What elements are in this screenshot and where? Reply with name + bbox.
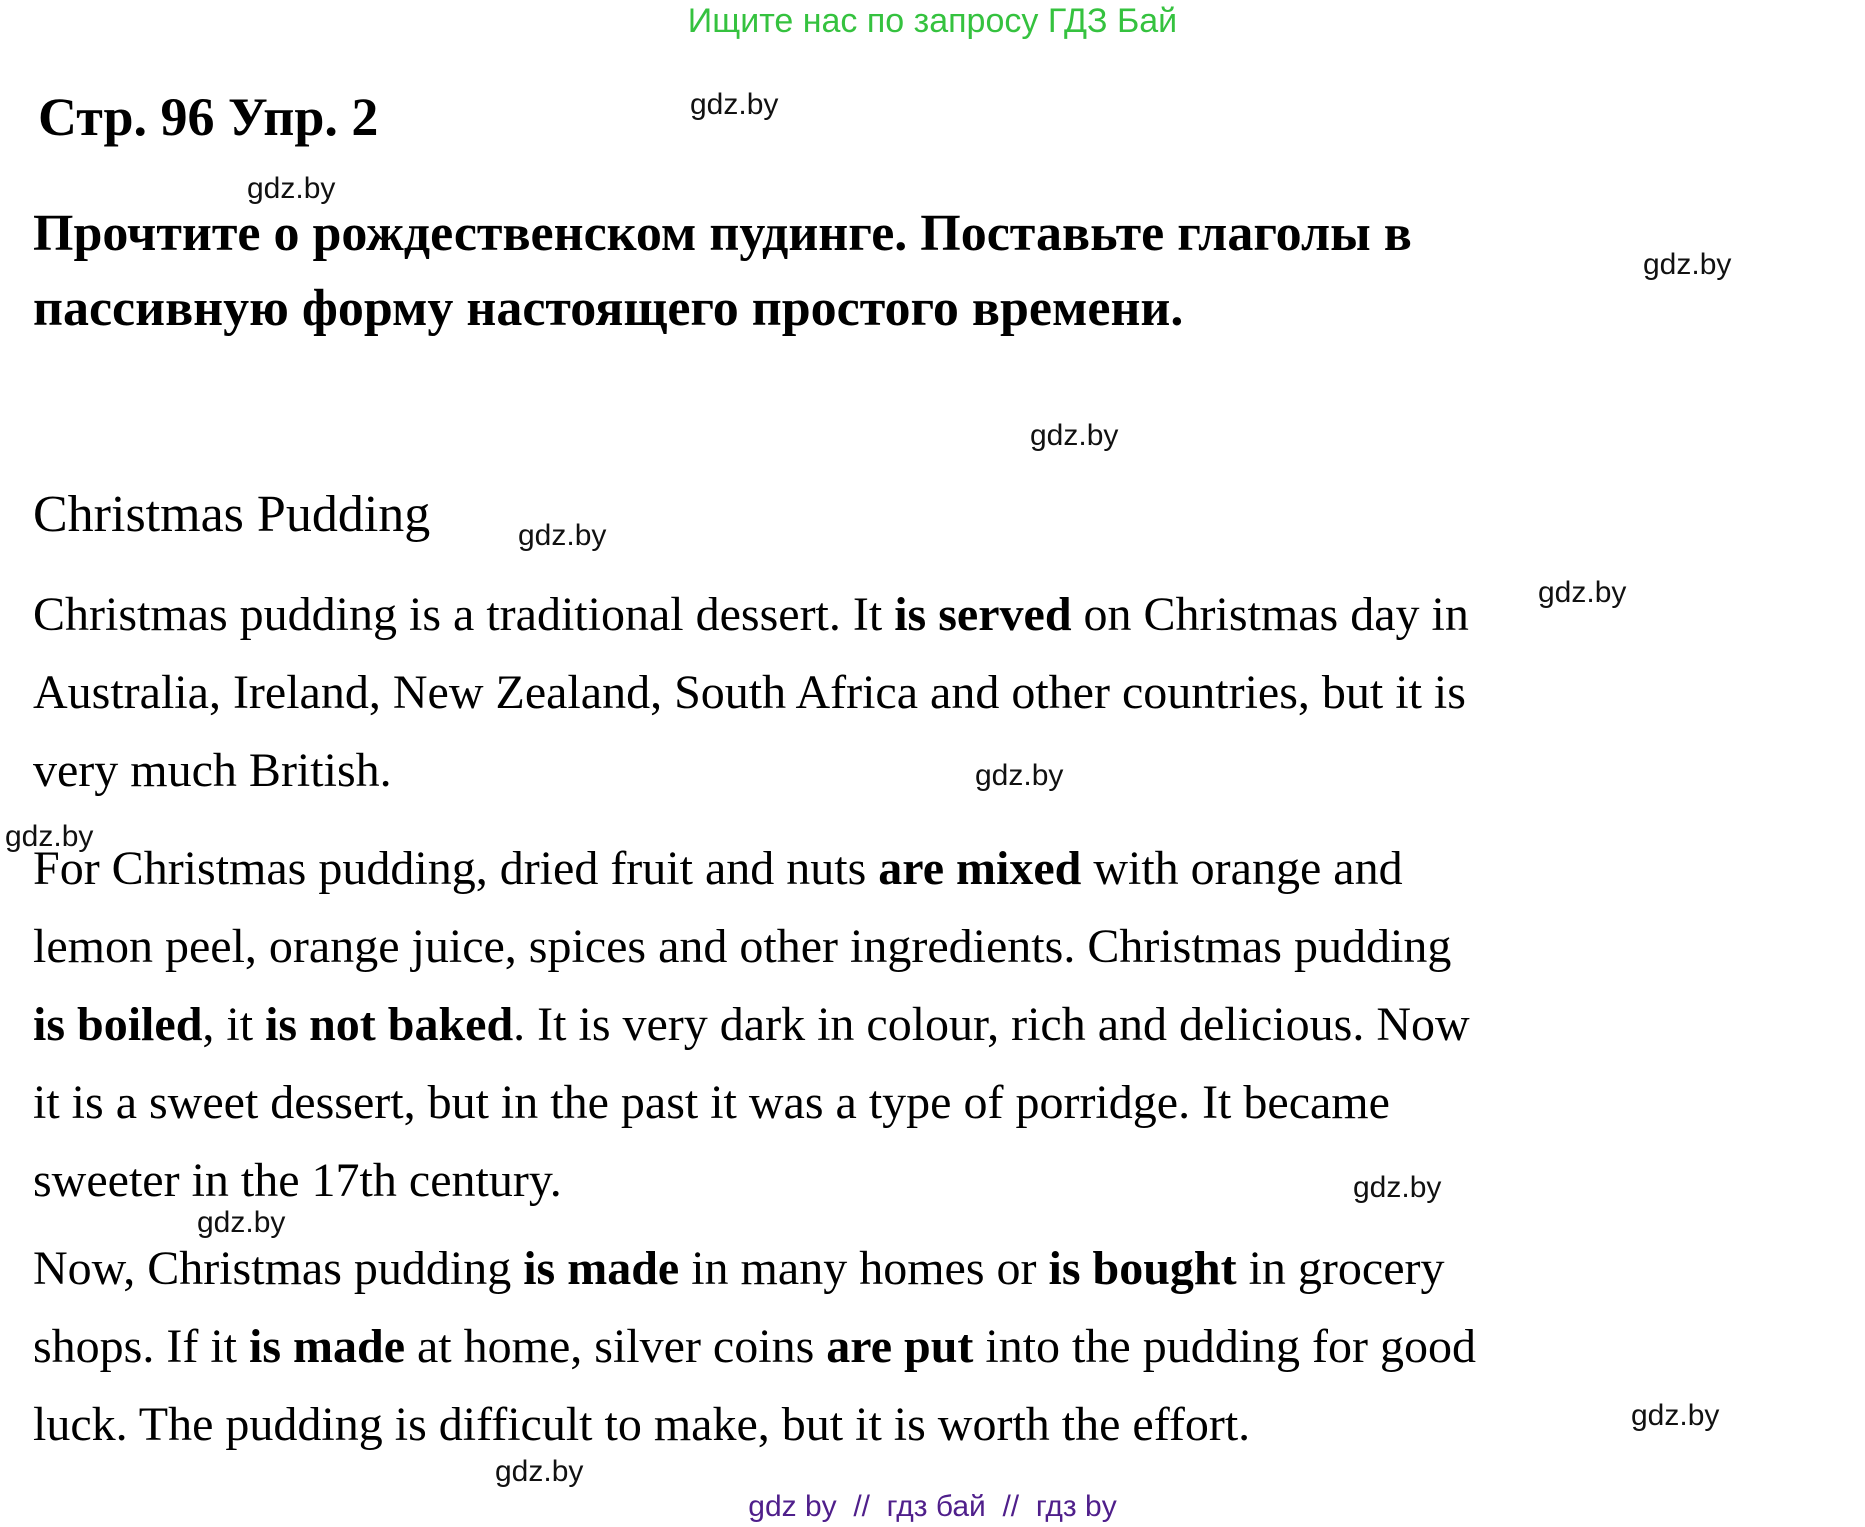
bold-verb-phrase: is made xyxy=(249,1320,405,1373)
bold-verb-phrase: are put xyxy=(826,1320,974,1373)
gdz-watermark: gdz.by xyxy=(197,1206,286,1239)
article-paragraph xyxy=(33,576,1469,810)
text-line xyxy=(33,196,1412,271)
gdz-watermark: gdz.by xyxy=(5,820,94,853)
text-run: luck. The pudding is difficult to make, but it is worth the effort. xyxy=(33,1398,1251,1451)
text-line xyxy=(33,830,1470,908)
text-run: in grocery xyxy=(1236,1242,1445,1295)
article-paragraph xyxy=(33,830,1470,1220)
text-line xyxy=(33,1308,1476,1386)
article-title: Christmas Pudding xyxy=(33,486,431,543)
text-run: Australia, Ireland, New Zealand, South Africa and other countries, but it is xyxy=(33,666,1466,719)
text-line xyxy=(33,732,1469,810)
bold-verb-phrase: are mixed xyxy=(878,842,1082,895)
task-instruction xyxy=(33,196,1412,346)
text-run: with orange and xyxy=(1081,842,1403,895)
text-run: at home, silver coins xyxy=(405,1320,827,1373)
gdz-watermark: gdz.by xyxy=(1631,1399,1720,1432)
text-run: sweeter in the 17th century. xyxy=(33,1154,562,1207)
gdz-watermark: gdz.by xyxy=(690,88,779,121)
text-run: пассивную форму настоящего простого времени. xyxy=(33,280,1184,337)
text-run: For Christmas pudding, dried fruit and nuts xyxy=(33,842,879,895)
text-run: Christmas pudding is a traditional dessert. It xyxy=(33,588,895,641)
page-exercise-heading: Стр. 96 Упр. 2 xyxy=(38,87,379,147)
text-run: lemon peel, orange juice, spices and other ingredients. Christmas pudding xyxy=(33,920,1452,973)
text-line xyxy=(33,908,1470,986)
text-run: Прочтите о рождественском пудинге. Поставьте глаголы в xyxy=(33,205,1412,262)
gdz-watermark: gdz.by xyxy=(975,759,1064,792)
gdz-watermark: gdz.by xyxy=(247,172,336,205)
gdz-watermark: gdz.by xyxy=(1353,1171,1442,1204)
gdz-watermark: gdz.by xyxy=(518,519,607,552)
bold-verb-phrase: is made xyxy=(523,1242,680,1295)
gdz-watermark: gdz.by xyxy=(495,1455,584,1488)
text-run: . It is very dark in colour, rich and delicious. Now xyxy=(513,998,1470,1051)
text-run: , it xyxy=(202,998,266,1051)
text-run: shops. If it xyxy=(33,1320,249,1373)
text-run: Now, Christmas pudding xyxy=(33,1242,524,1295)
bold-verb-phrase: is served xyxy=(894,588,1072,641)
gdz-watermark: gdz.by xyxy=(1643,248,1732,281)
text-line xyxy=(33,271,1412,346)
article-paragraph xyxy=(33,1230,1476,1464)
text-run: it is a sweet dessert, but in the past it was a type of porridge. It became xyxy=(33,1076,1390,1129)
text-line xyxy=(33,654,1469,732)
text-line xyxy=(33,1064,1470,1142)
bold-verb-phrase: is bought xyxy=(1048,1242,1237,1295)
text-line xyxy=(33,986,1470,1064)
text-run: in many homes or xyxy=(679,1242,1049,1295)
text-line xyxy=(33,1230,1476,1308)
text-run: into the pudding for good xyxy=(973,1320,1476,1373)
bold-verb-phrase: is boiled xyxy=(33,998,203,1051)
text-line xyxy=(33,1386,1476,1464)
text-run: very much British. xyxy=(33,744,392,797)
text-run: on Christmas day in xyxy=(1071,588,1469,641)
footer-links: gdz by // гдз бай // гдз by xyxy=(748,1490,1117,1523)
text-line xyxy=(33,576,1469,654)
gdz-watermark: gdz.by xyxy=(1030,419,1119,452)
gdz-watermark: gdz.by xyxy=(1538,576,1627,609)
promo-banner: Ищите нас по запросу ГДЗ Бай xyxy=(687,2,1178,40)
bold-verb-phrase: is not baked xyxy=(265,998,514,1051)
